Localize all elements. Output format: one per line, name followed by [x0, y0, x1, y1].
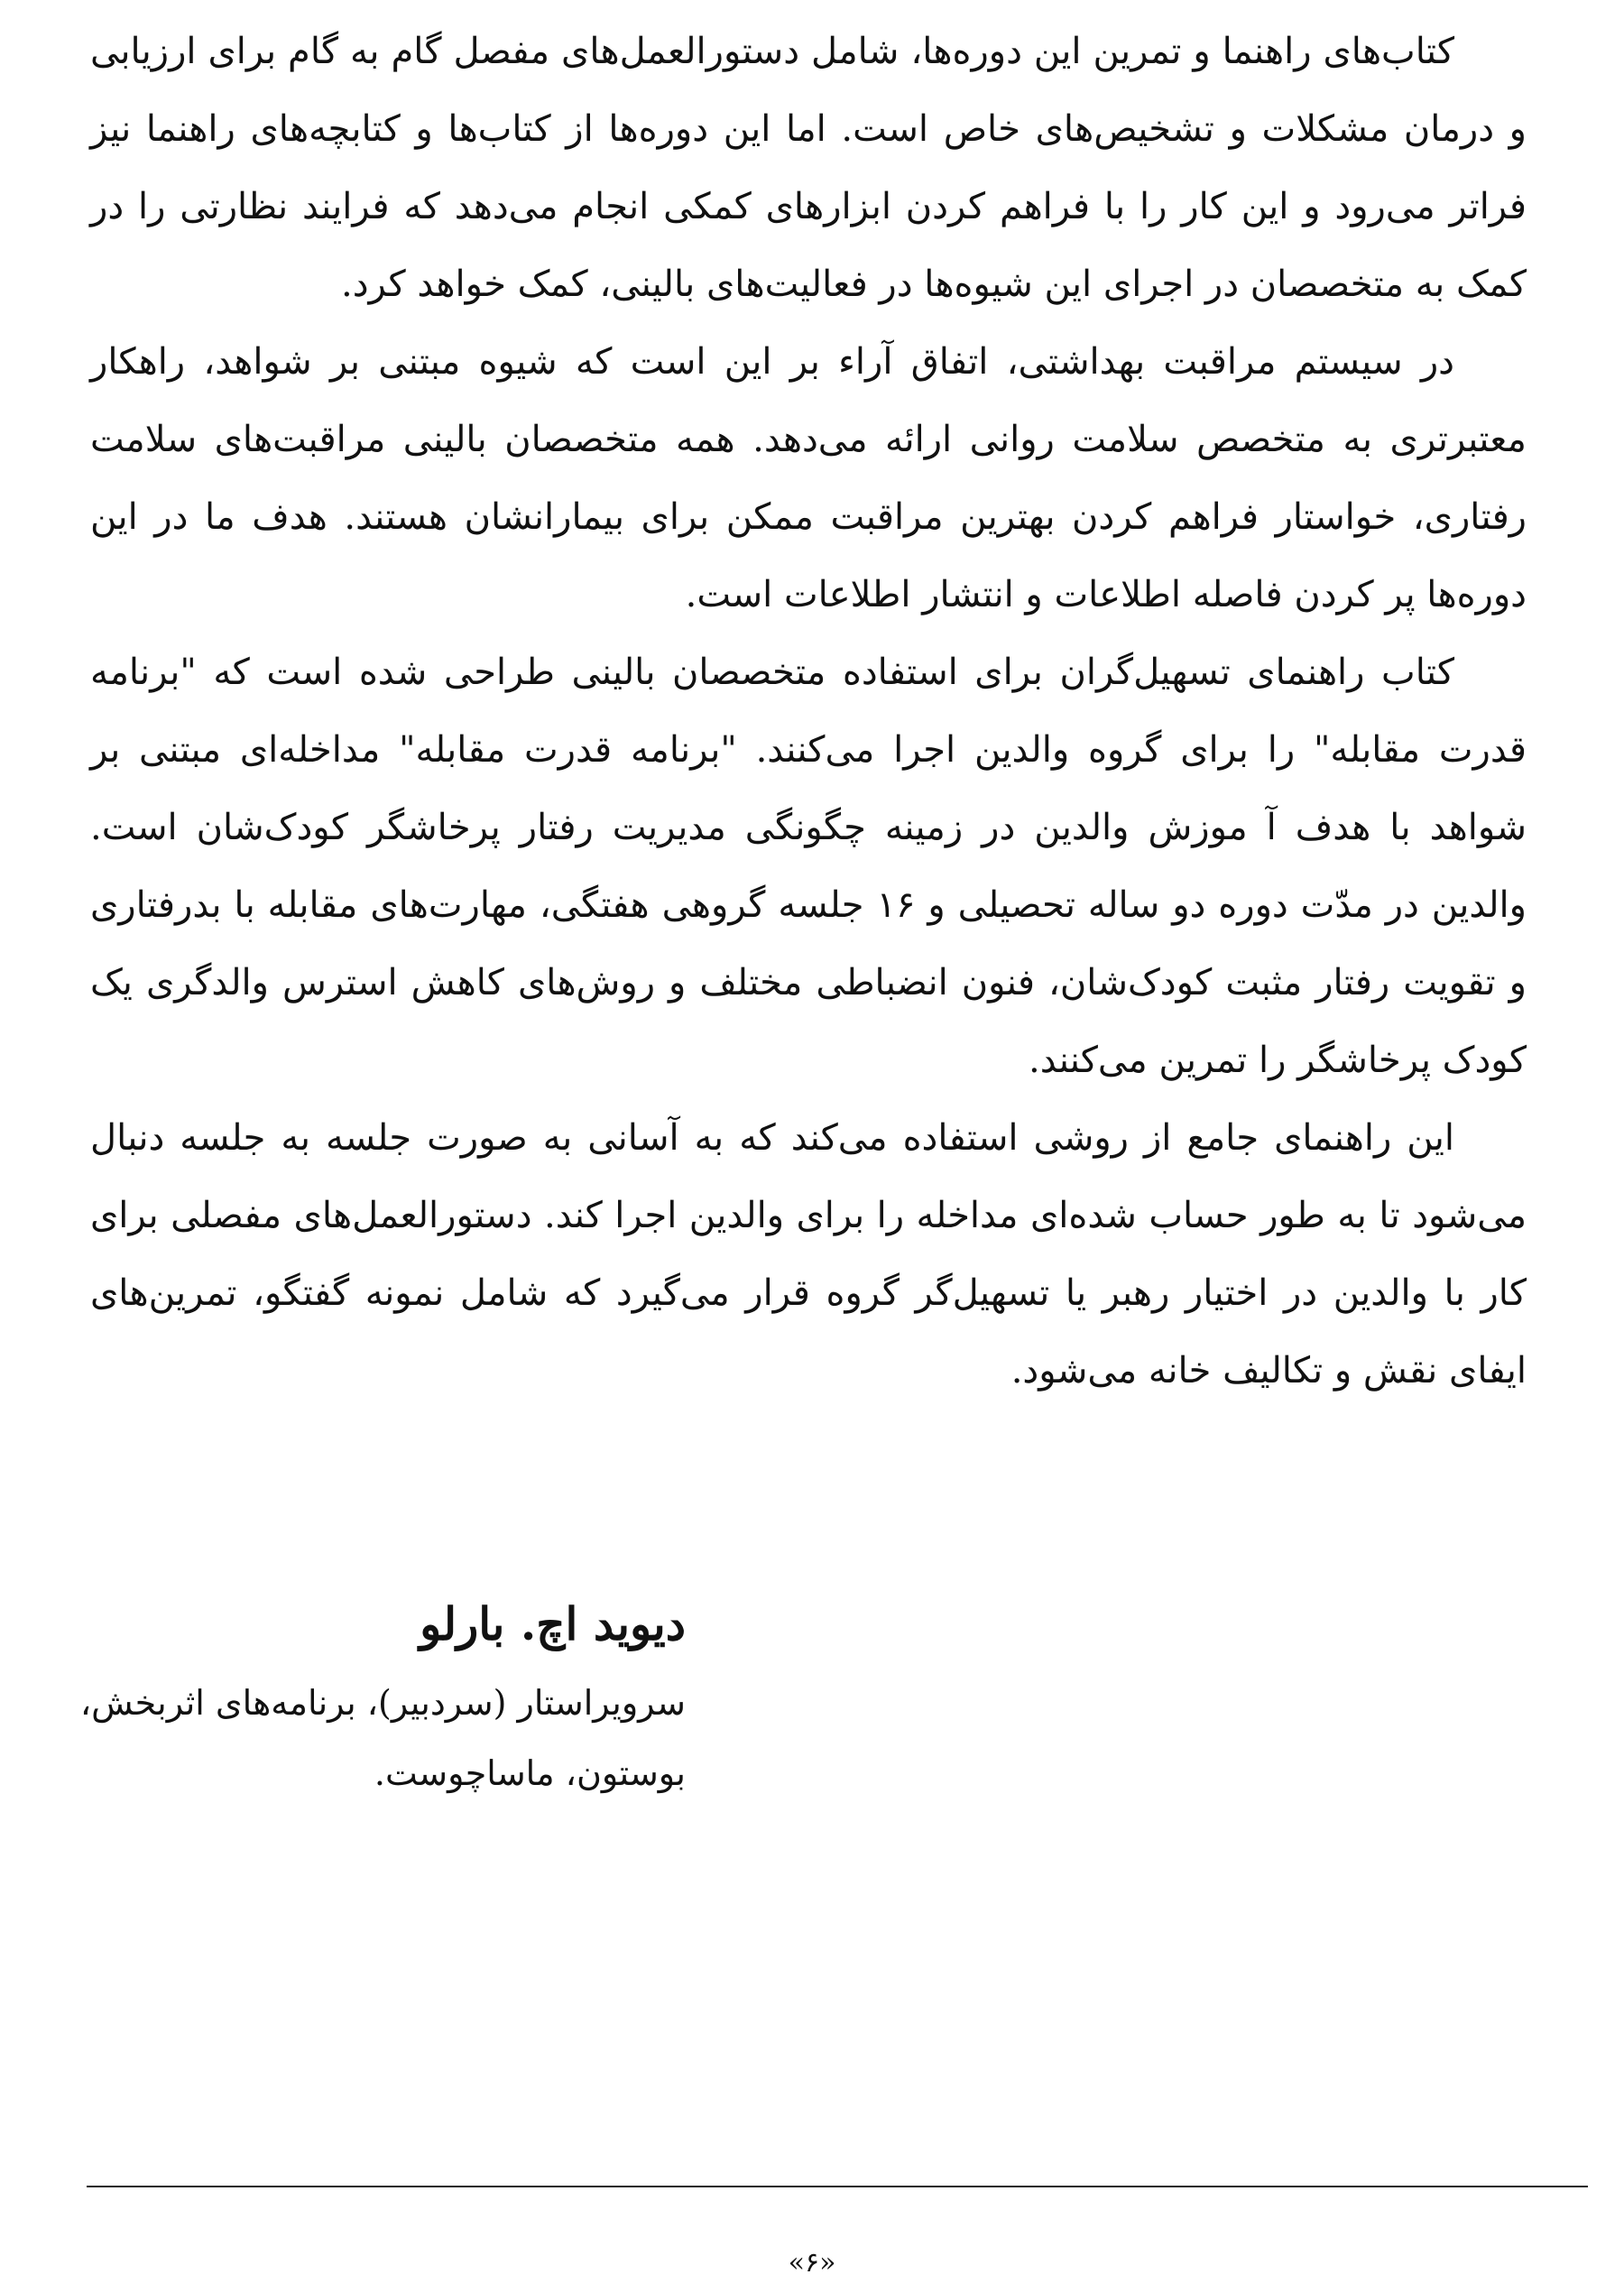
paragraph-evidence-based-care: در سیستم مراقبت بهداشتی، اتفاق آراء بر این است که شیوه مبتنی بر شواهد، راهکار معتبرتری به متخصص سلامت روانی ارائه می‌دهد. همه متخصصان بالینی مراقبت‌های سلامت رفتاری، خواستار فراهم کردن بهترین مراقبت ممکن برای بیمارانشان هستند. هدف ما در این دوره‌ها پر کردن فاصله اطلاعات و انتشار اطلاعات است. [90, 341, 1527, 615]
footer-divider [87, 2186, 1588, 2187]
signature-location: بوستون، ماساچوست. [374, 1753, 686, 1793]
paragraph-session-method: این راهنمای جامع از روشی استفاده می‌کند که به آسانی به صورت جلسه به جلسه دنبال می‌شود تا به طور حساب شده‌ای مداخله را برای والدین اجرا کند. دستورالعمل‌های مفصلی برای کار با والدین در اختیار رهبر یا تسهیل‌گر گروه قرار می‌گیرد که شامل نمونه گفتگو، تمرین‌های ایفای نقش و تکالیف خانه می‌شود. [90, 1117, 1527, 1392]
signature-block [54, 1588, 686, 1808]
page-number: «۶» [788, 2247, 836, 2279]
signature-title: سرویراستار (سردبیر)، برنامه‌های اثربخش، [79, 1683, 686, 1723]
body-text [90, 13, 1527, 1410]
paragraph-facilitator-guide: کتاب راهنمای تسهیل‌گران برای استفاده متخصصان بالینی طراحی شده است که "برنامه قدرت مقابله" را برای گروه والدین اجرا می‌کنند. "برنامه قدرت مقابله" مداخله‌ای مبتنی بر شواهد با هدف آ موزش والدین در زمینه چگونگی مدیریت رفتار پرخاشگر کودک‌شان است. والدین در مدّت دوره دو ساله تحصیلی و ۱۶ جلسه گروهی هفتگی، مهارت‌های مقابله با بدرفتاری و تقویت رفتار مثبت کودک‌شان، فنون انضباطی مختلف و روش‌های کاهش استرس والدگری یک کودک پرخاشگر را تمرین می‌کنند. [90, 652, 1527, 1081]
paragraph-manuals: کتاب‌های راهنما و تمرین این دوره‌ها، شامل دستورالعمل‌های مفصل گام به گام برای ارزیابی و درمان مشکلات و تشخیص‌های خاص است. اما این دوره‌ها از کتاب‌ها و کتابچه‌های راهنما نیز فراتر می‌رود و این کار را با فراهم کردن ابزارهای کمکی انجام می‌دهد که فرایند نظارتی را در کمک به متخصصان در اجرای این شیوه‌ها در فعالیت‌های بالینی، کمک خواهد کرد. [90, 31, 1527, 305]
signature-name: دیوید اچ. بارلو [420, 1597, 686, 1650]
